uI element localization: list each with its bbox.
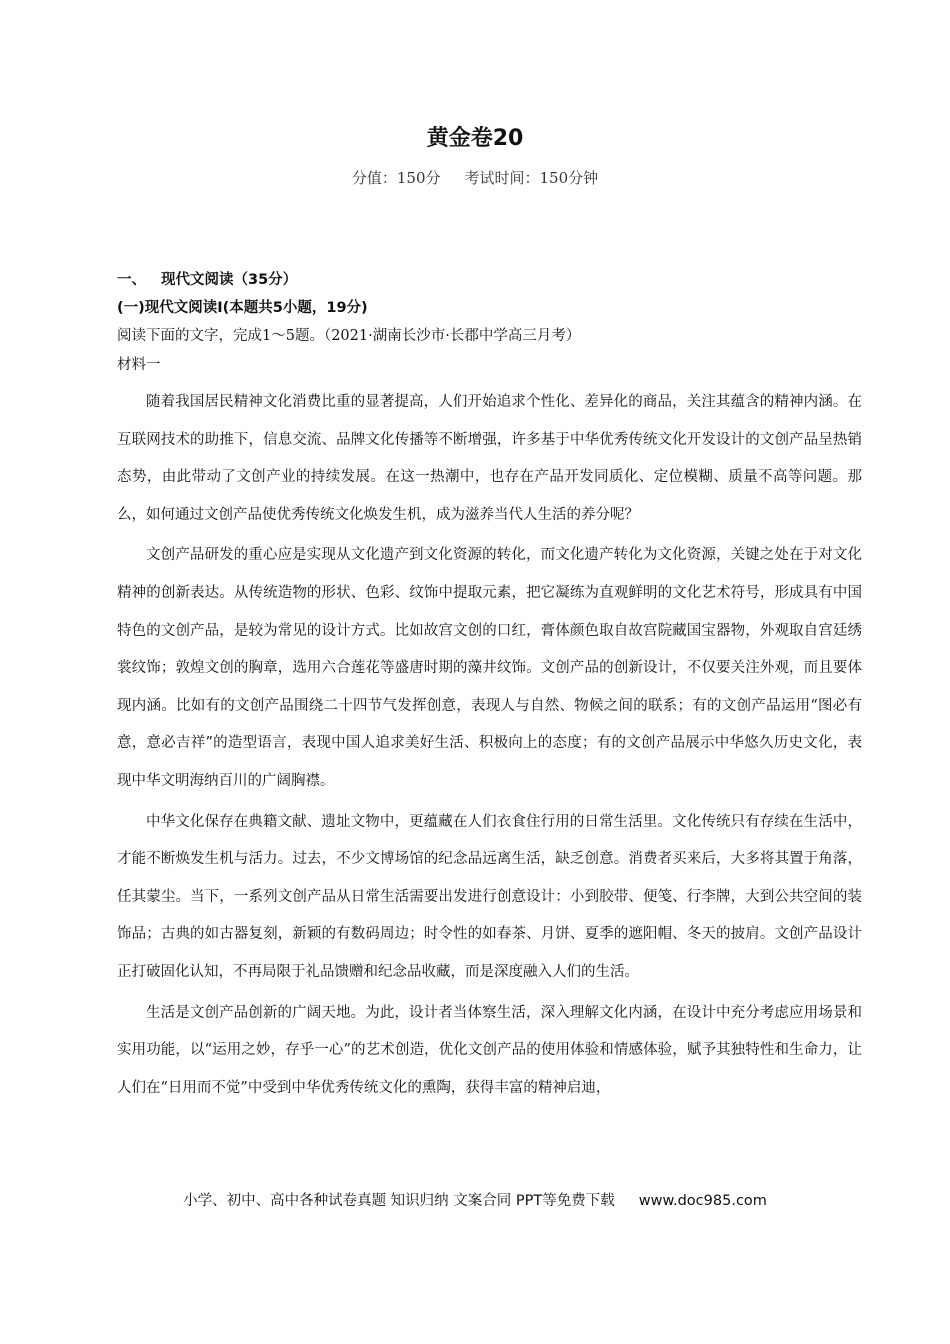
exam-meta	[0, 166, 950, 190]
paragraph-4: 生活是文创产品创新的广阔天地。为此，设计者当体察生活，深入理解文化内涵，在设计中充分考虑应用场景和实用功能，以“运用之妙，存乎一心”的艺术创造，优化文创产品的使用体验和情感体验，赋予其独特性和生命力，让人们在“日用而不觉”中受到中华优秀传统文化的熏陶，获得丰富的精神启迪，	[117, 1004, 862, 1096]
subsection-heading: (一)现代文阅读Ⅰ(本题共5小题，19分)	[117, 300, 368, 316]
paragraph-1: 随着我国居民精神文化消费比重的显著提高，人们开始追求个性化、差异化的商品，关注其蕴含的精神内涵。在互联网技术的助推下，信息交流、品牌文化传播等不断增强，许多基于中华优秀传统文化开发设计的文创产品呈热销态势，由此带动了文创产业的持续发展。在这一热潮中，也存在产品开发同质化、定位模糊、质量不高等问题。那么，如何通过文创产品使优秀传统文化焕发生机，成为滋养当代人生活的养分呢？	[117, 394, 862, 523]
document-body	[117, 266, 862, 1107]
page-title: 黄金卷20	[426, 126, 524, 151]
article-text	[117, 384, 862, 1107]
section-number: 一、	[117, 272, 146, 288]
time-info: 考试时间：150分钟	[464, 169, 599, 187]
footer-url[interactable]: www.doc985.com	[638, 1193, 767, 1209]
material-label: 材料一	[117, 357, 161, 373]
section-heading	[117, 266, 862, 294]
section-title: 现代文阅读（35分）	[161, 272, 298, 288]
paragraph-3: 中华文化保存在典籍文献、遗址文物中，更蕴藏在人们衣食住行用的日常生活里。文化传统只有存续在生活中，才能不断焕发生机与活力。过去，不少文博场馆的纪念品远离生活，缺乏创意。消费者买来后，大多将其置于角落，任其蒙尘。当下，一系列文创产品从日常生活需要出发进行创意设计：小到胶带、便笺、行李牌，大到公共空间的装饰品；古典的如古器复刻，新颖的有数码周边；时令性的如春茶、月饼、夏季的遮阳帽、冬天的披肩。文创产品设计正打破固化认知，不再局限于礼品馈赠和纪念品收藏，而是深度融入人们的生活。	[117, 813, 862, 980]
reading-instruction: 阅读下面的文字，完成1～5题。（2021·湖南长沙市·长郡中学高三月考）	[117, 328, 581, 344]
footer-text: 小学、初中、高中各种试卷真题 知识归纳 文案合同 PPT等免费下载	[183, 1193, 615, 1209]
paragraph-2: 文创产品研发的重心应是实现从文化遗产到文化资源的转化，而文化遗产转化为文化资源，关键之处在于对文化精神的创新表达。从传统造物的形状、色彩、纹饰中提取元素，把它凝练为直观鲜明的文化艺术符号，形成具有中国特色的文创产品，是较为常见的设计方式。比如故宫文创的口红，膏体颜色取自故宫院藏国宝器物，外观取自宫廷绣裳纹饰；敦煌文创的胸章，选用六合莲花等盛唐时期的藻井纹饰。文创产品的创新设计，不仅要关注外观，而且要体现内涵。比如有的文创产品围绕二十四节气发挥创意，表现人与自然、物候之间的联系；有的文创产品运用“图必有意，意必吉祥”的造型语言，表现中国人追求美好生活、积极向上的态度；有的文创产品展示中华悠久历史文化，表现中华文明海纳百川的广阔胸襟。	[117, 547, 862, 789]
score-info: 分值：150分	[351, 169, 441, 187]
page-footer	[0, 1189, 950, 1213]
